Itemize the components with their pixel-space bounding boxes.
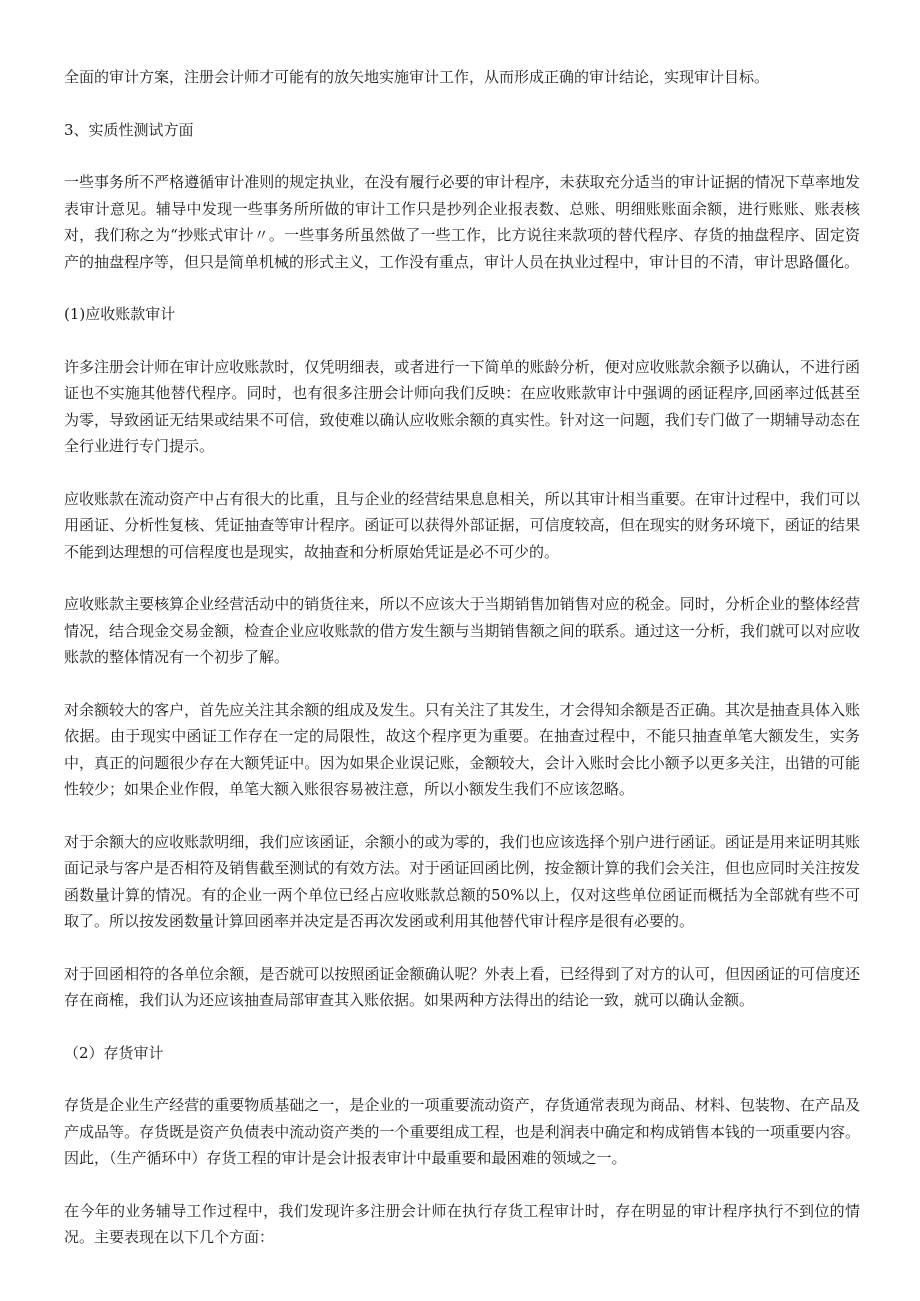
paragraph-inventory-1: 存货是企业生产经营的重要物质基础之一，是企业的一项重要流动资产，存货通常表现为商品、材料、包装物、在产品及产成品等。存货既是资产负债表中流动资产类的一个重要组成工程，也是利润表中确定和构成销售本钱的一项重要内容。因此，（生产循环中）存货工程的审计是会计报表审计中最重要和最困难的领域之一。 [64, 1096, 860, 1167]
paragraph-receivables-6: 对于回函相符的各单位余额，是否就可以按照函证金额确认呢？外表上看，已经得到了对方的认可，但因函证的可信度还存在商榷，我们认为还应该抽查局部审查其入账依据。如果两种方法得出的结论一致，就可以确认金额。 [64, 964, 860, 1009]
paragraph-inventory-2: 在今年的业务辅导工作过程中，我们发现许多注册会计师在执行存货工程审计时，存在明显的审计程序执行不到位的情况。主要表现在以下几个方面： [64, 1201, 860, 1246]
paragraph-substantive-testing: 一些事务所不严格遵循审计准则的规定执业，在没有履行必要的审计程序，未获取充分适当的审计证据的情况下草率地发表审计意见。辅导中发现一些事务所所做的审计工作只是抄列企业报表数、总账、明细账账面余额，进行账账、账表核对，我们称之为“抄账式审计〃。一些事务所虽然做了一些工作，比方说往来款项的替代程序、存货的抽盘程序、固定资产的抽盘程序等，但只是简单机械的形式主义，工作没有重点，审计人员在执业过程中，审计目的不清，审计思路僵化。 [64, 173, 860, 271]
section-heading-substantive-testing: 3、实质性测试方面 [64, 120, 194, 139]
paragraph-audit-plan: 全面的审计方案，注册会计师才可能有的放矢地实施审计工作，从而形成正确的审计结论，实现审计目标。 [64, 68, 770, 86]
paragraph-receivables-5: 对于余额大的应收账款明细，我们应该函证，余额小的或为零的，我们也应该选择个别户进行函证。函证是用来证明其账面记录与客户是否相符及销售截至测试的有效方法。对于函证回函比例，按金额计算的我们会关注，但也应同时关注按发函数量计算的情况。有的企业一两个单位已经占应收账款总额的50%以上，仅对这些单位函证而概括为全部就有些不可取了。所以按发函数量计算回函率并决定是否再次发函或利用其他替代审计程序是很有必要的。 [64, 832, 860, 930]
subheading-inventory-audit: （2）存货审计 [64, 1043, 164, 1062]
paragraph-receivables-2: 应收账款在流动资产中占有很大的比重，且与企业的经营结果息息相关，所以其审计相当重要。在审计过程中，我们可以用函证、分析性复核、凭证抽查等审计程序。函证可以获得外部证据，可信度较高，但在现实的财务环境下，函证的结果不能到达理想的可信程度也是现实，故抽查和分析原始凭证是必不可少的。 [64, 489, 860, 561]
subheading-receivables-audit: (1)应收账款审计 [64, 305, 176, 323]
paragraph-receivables-3: 应收账款主要核算企业经营活动中的销货往来，所以不应该大于当期销售加销售对应的税金。同时，分析企业的整体经营情况，结合现金交易金额，检查企业应收账款的借方发生额与当期销售额之间的联系。通过这一分析，我们就可以对应收账款的整体情况有一个初步了解。 [64, 595, 860, 666]
paragraph-receivables-1: 许多注册会计师在审计应收账款时，仅凭明细表，或者进行一下简单的账龄分析，便对应收账款余额予以确认，不进行函证也不实施其他替代程序。同时，也有很多注册会计师向我们反映：在应收账款审计中强调的函证程序,回函率过低甚至为零，导致函证无结果或结果不可信，致使难以确认应收账余额的真实性。针对这一问题，我们专门做了一期辅导动态在全行业进行专门提示。 [64, 357, 860, 455]
paragraph-receivables-4: 对余额较大的客户，首先应关注其余额的组成及发生。只有关注了其发生，才会得知余额是否正确。其次是抽查具体入账依据。由于现实中函证工作存在一定的局限性，故这个程序更为重要。在抽查过程中，不能只抽查单笔大额发生，实务中，真正的问题很少存在大额凭证中。因为如果企业误记账，金额较大，会计入账时会比小额予以更多关注，出错的可能性较少；如果企业作假，单笔大额入账很容易被注意，所以小额发生我们不应该忽略。 [64, 700, 860, 798]
